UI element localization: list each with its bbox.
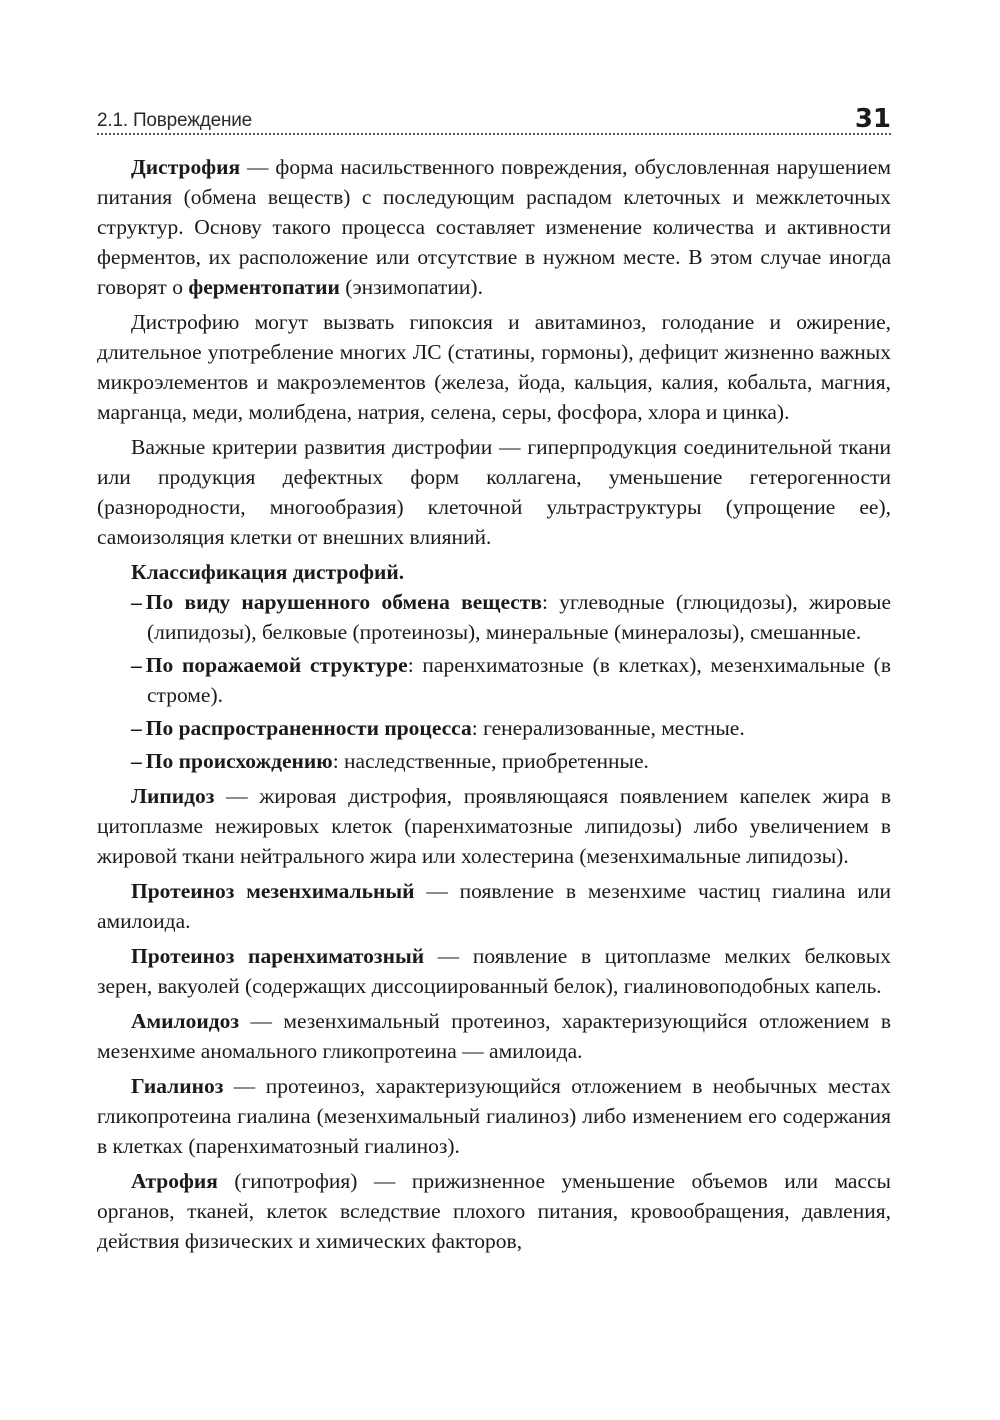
list-item (97, 746, 891, 776)
list-item (97, 587, 891, 647)
paragraph-lipidosis (97, 781, 891, 871)
paragraph-causes: Дистрофию могут вызвать гипоксия и авитаминоз, голодание и ожирение, длительное употребление многих ЛС (статины, гормоны), дефицит жизненно важных микроэлементов и макроэлементов (железа, йода, кальция, калия, кобальта, магния, марганца, меди, молибдена, натрия, селена, серы, фосфора, хлора и цинка). (97, 310, 891, 424)
running-head: 2.1. Повреждение (97, 110, 253, 131)
term-lipidosis: Липидоз (131, 784, 215, 808)
list-item-text: : наследственные, приобретенные. (332, 749, 649, 773)
list-dash: – (131, 749, 142, 773)
term-atrophy: Атрофия (131, 1169, 218, 1193)
paragraph-lipidosis-text: — жировая дистрофия, проявляющаяся появлением капелек жира в цитоплазме нежировых клеток (паренхиматозные липидозы) либо увеличением в жировой ткани нейтрального жира или холестерина (мезенхимальные липидозы). (97, 784, 891, 868)
header-rule (97, 133, 891, 135)
page-number: 31 (854, 104, 891, 134)
page-body (97, 152, 891, 1261)
list-item-text: : генерализованные, местные. (471, 716, 745, 740)
list-dash: – (131, 716, 142, 740)
list-dash: – (131, 653, 142, 677)
term-hyalinosis: Гиалиноз (131, 1074, 224, 1098)
list-item-label: По распространенности процесса (145, 716, 472, 740)
paragraph-dystrophy (97, 152, 891, 302)
list-dash: – (131, 590, 142, 614)
list-item (97, 713, 891, 743)
paragraph-dystrophy-text-end: (энзимопатии). (339, 275, 483, 299)
term-amyloidosis: Амилоидоз (131, 1009, 240, 1033)
term-proteinosis-mesenchymal: Протеиноз мезенхимальный (131, 879, 415, 903)
paragraph-proteinosis-parenchymal-text: — появление в цитоплазме мелких белковых зерен, вакуолей (содержащих диссоциированный белок), гиалиновоподобных капель. (97, 944, 891, 998)
list-item-label: По виду нарушенного обмена веществ (145, 590, 542, 614)
paragraph-dystrophy-text: — форма насильственного повреждения, обусловленная нарушением питания (обмена веществ) с последующим распадом клеточных и межклеточных структур. Основу такого процесса составляет изменение количества и активности ферментов, их расположение или отсутствие в нужном месте. В этом случае иногда говорят о (97, 155, 891, 299)
paragraph-atrophy (97, 1166, 891, 1256)
paragraph-hyalinosis-text: — протеиноз, характеризующийся отложением в необычных местах гликопротеина гиалина (мезенхимальный гиалиноз) либо изменением его содержания в клетках (паренхиматозный гиалиноз). (97, 1074, 891, 1158)
classification-list (97, 587, 891, 776)
paragraph-hyalinosis (97, 1071, 891, 1161)
term-dystrophy: Дистрофия (131, 155, 241, 179)
list-item-label: По происхождению (145, 749, 333, 773)
list-item-text: : паренхиматозные (в клетках), мезенхимальные (в строме). (147, 653, 891, 707)
paragraph-proteinosis-mesenchymal (97, 876, 891, 936)
page-header (97, 96, 891, 132)
paragraph-amyloidosis-text: — мезенхимальный протеиноз, характеризующийся отложением в мезенхиме аномального гликопротеина — амилоида. (97, 1009, 891, 1063)
term-fermentopathy: ферментопатии (188, 275, 340, 299)
paragraph-criteria: Важные критерии развития дистрофии — гиперпродукция соединительной ткани или продукция дефектных форм коллагена, уменьшение гетерогенности (разнородности, многообразия) клеточной ультраструктуры (упрощение ее), самоизоляция клетки от внешних влияний. (97, 435, 891, 549)
paragraph-proteinosis-mesenchymal-text: — появление в мезенхиме частиц гиалина или амилоида. (97, 879, 891, 933)
paragraph-proteinosis-parenchymal (97, 941, 891, 1001)
classification-heading (97, 557, 891, 587)
list-item (97, 650, 891, 710)
classification-heading-text: Классификация дистрофий. (131, 560, 405, 584)
list-item-text: : углеводные (глюцидозы), жировые (липидозы), белковые (протеинозы), минеральные (минералозы), смешанные. (147, 590, 891, 644)
list-item-label: По поражаемой структуре (145, 653, 408, 677)
paragraph-amyloidosis (97, 1006, 891, 1066)
paragraph-atrophy-text: (гипотрофия) — прижизненное уменьшение объемов или массы органов, тканей, клеток вследствие плохого питания, кровообращения, давления, действия физических и химических факторов, (97, 1169, 891, 1253)
term-proteinosis-parenchymal: Протеиноз паренхиматозный (131, 944, 425, 968)
